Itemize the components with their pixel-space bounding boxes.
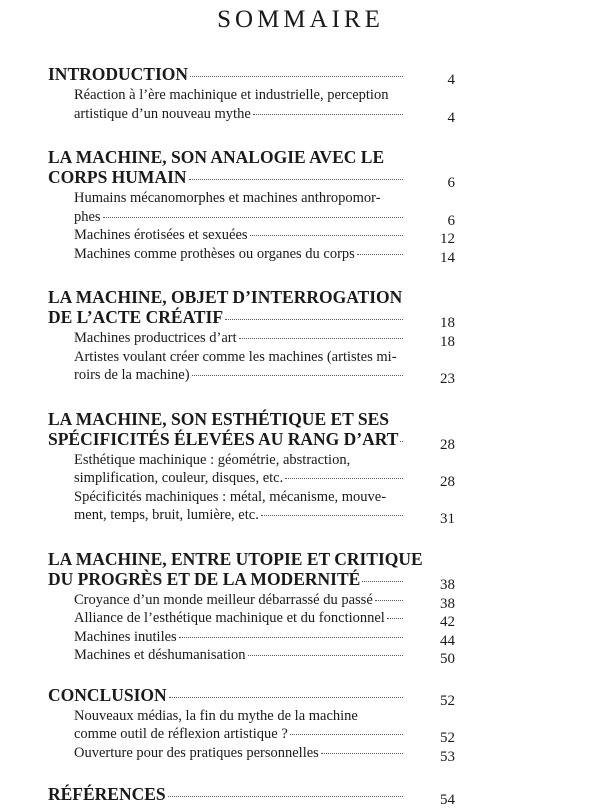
section-heading-line: LA MACHINE, SON ANALOGIE AVEC LE [48, 147, 385, 167]
dot-leader [290, 733, 403, 735]
subsection-entry[interactable] [48, 329, 455, 348]
page-number: 18 [440, 315, 455, 331]
dot-leader [239, 337, 403, 339]
subsection-text: phes [74, 208, 101, 225]
subsection-row[interactable] [74, 208, 455, 227]
subsection-entry[interactable] [48, 707, 455, 744]
page-number: 38 [440, 595, 455, 612]
dot-leader [285, 477, 403, 479]
subsection-text: simplification, couleur, disques, etc. [74, 470, 284, 486]
page-number: 53 [440, 748, 455, 765]
section-heading-row[interactable] [48, 685, 455, 707]
dot-leader [250, 234, 403, 236]
dot-leader [357, 253, 403, 255]
page-number: 6 [447, 212, 455, 229]
dot-leader [169, 696, 403, 698]
section-heading-row[interactable] [48, 569, 455, 591]
section-heading-row[interactable] [48, 64, 455, 86]
subsection-text: ment, temps, bruit, lumière, etc. [74, 507, 259, 523]
page-number: 4 [447, 72, 455, 88]
section-heading-text: INTRODUCTION [48, 64, 189, 84]
dot-leader [168, 795, 403, 797]
section-heading[interactable] [48, 685, 455, 707]
page-number: 38 [440, 576, 455, 593]
subsection-line: Esthétique machinique : géométrie, abstraction, [74, 451, 351, 468]
page-number: 31 [440, 511, 455, 527]
subsection-row[interactable] [74, 105, 455, 124]
dot-leader [400, 440, 403, 442]
page-number: 54 [440, 792, 455, 808]
page-number: 50 [440, 651, 455, 667]
subsection-line: Humains mécanomorphes et machines anthropomor- [74, 190, 381, 206]
subsection-row[interactable] [74, 646, 455, 665]
subsection-entry[interactable] [48, 646, 455, 665]
dot-leader [375, 599, 403, 601]
subsection-line: Réaction à l’ère machinique et industrielle, perception [74, 87, 389, 103]
section-heading-text: DU PROGRÈS ET DE LA MODERNITÉ [48, 568, 361, 589]
subsection-entry[interactable] [48, 451, 455, 488]
toc-section [48, 287, 455, 385]
toc-section [48, 549, 455, 665]
toc-section [48, 409, 455, 525]
page-title: SOMMAIRE [217, 6, 384, 33]
subsection-entry[interactable] [48, 86, 455, 126]
subsection-row[interactable] [74, 744, 455, 763]
section-heading[interactable] [48, 147, 455, 189]
subsection-entry[interactable] [48, 591, 455, 610]
subsection-entry[interactable] [48, 628, 455, 647]
section-heading-line: LA MACHINE, OBJET D’INTERROGATION [48, 287, 403, 307]
dot-leader [253, 113, 403, 115]
subsection-line: Nouveaux médias, la fin du mythe de la machine [74, 707, 358, 724]
page-number: 12 [440, 231, 455, 247]
dot-leader [103, 216, 403, 218]
dot-leader [189, 178, 403, 180]
page-number: 14 [440, 249, 455, 266]
subsection-text: Croyance d’un monde meilleur débarrassé du passé [74, 591, 373, 608]
section-heading-text: CONCLUSION [48, 684, 167, 705]
dot-leader [362, 580, 403, 582]
section-heading-row[interactable] [48, 429, 455, 451]
section-heading[interactable] [48, 409, 455, 451]
page-number: 28 [440, 436, 455, 453]
dot-leader [179, 636, 403, 638]
dot-leader [225, 318, 403, 320]
subsection-text: Machines inutiles [74, 628, 177, 645]
subsection-entry[interactable] [48, 744, 455, 763]
page-number: 23 [440, 371, 455, 387]
subsection-row[interactable] [74, 725, 455, 744]
section-heading-row[interactable] [48, 307, 455, 329]
subsection-row[interactable] [74, 506, 455, 525]
section-heading[interactable] [48, 549, 455, 591]
page-number: 28 [440, 474, 455, 490]
section-heading-row[interactable] [48, 784, 455, 806]
page-number: 4 [447, 109, 455, 126]
subsection-row[interactable] [74, 591, 455, 610]
subsection-text: comme outil de réflexion artistique ? [74, 726, 288, 742]
page-number: 52 [440, 730, 455, 746]
section-heading-row[interactable] [48, 167, 455, 189]
subsection-line: Artistes voulant créer comme les machines (artistes mi- [74, 348, 397, 365]
dot-leader [321, 752, 403, 754]
subsection-text: artistique d’un nouveau mythe [74, 105, 251, 122]
toc-section [48, 685, 455, 763]
subsection-entry[interactable] [48, 609, 455, 628]
subsection-entry[interactable] [48, 348, 455, 385]
subsection-row[interactable] [74, 226, 455, 245]
subsection-row[interactable] [74, 469, 455, 488]
section-heading[interactable] [48, 287, 455, 329]
subsection-text: Ouverture pour des pratiques personnelles [74, 744, 319, 761]
section-heading[interactable] [48, 64, 455, 86]
toc-section [48, 784, 455, 806]
section-heading-text: RÉFÉRENCES [48, 784, 166, 804]
subsection-line: Spécificités machiniques : métal, mécanisme, mouve- [74, 488, 387, 505]
page-number: 6 [447, 175, 455, 191]
page-number: 42 [440, 614, 455, 630]
page-number: 18 [440, 334, 455, 350]
subsection-entry[interactable] [48, 245, 455, 264]
section-heading-line: LA MACHINE, SON ESTHÉTIQUE ET SES [48, 408, 390, 429]
section-heading-text: CORPS HUMAIN [48, 167, 187, 187]
subsection-text: Machines érotisées et sexuées [74, 227, 248, 243]
dot-leader [387, 617, 403, 619]
subsection-entry[interactable] [48, 488, 455, 525]
toc-section [48, 147, 455, 266]
subsection-text: Machines et déshumanisation [74, 647, 246, 663]
page-number: 52 [440, 692, 455, 709]
section-heading-text: DE L’ACTE CRÉATIF [48, 307, 224, 327]
subsection-row[interactable] [74, 609, 455, 628]
toc-section [48, 64, 455, 126]
subsection-text: Machines productrices d’art [74, 330, 237, 346]
dot-leader [190, 75, 403, 77]
subsection-text: roirs de la machine) [74, 367, 190, 383]
section-heading-line: LA MACHINE, ENTRE UTOPIE ET CRITIQUE [48, 548, 423, 569]
subsection-text: Machines comme prothèses ou organes du corps [74, 245, 355, 262]
subsection-text: Alliance de l’esthétique machinique et du fonctionnel [74, 610, 385, 626]
table-of-contents [48, 64, 455, 806]
dot-leader [248, 654, 403, 656]
subsection-entry[interactable] [48, 189, 455, 229]
dot-leader [261, 514, 403, 516]
subsection-row[interactable] [74, 628, 455, 647]
dot-leader [192, 374, 403, 376]
page-number: 44 [440, 632, 455, 649]
subsection-entry[interactable] [48, 226, 455, 245]
subsection-row[interactable] [74, 245, 455, 264]
subsection-row[interactable] [74, 366, 455, 385]
subsection-row[interactable] [74, 329, 455, 348]
section-heading[interactable] [48, 784, 455, 806]
section-heading-text: SPÉCIFICITÉS ÉLEVÉES AU RANG D’ART [48, 428, 399, 449]
